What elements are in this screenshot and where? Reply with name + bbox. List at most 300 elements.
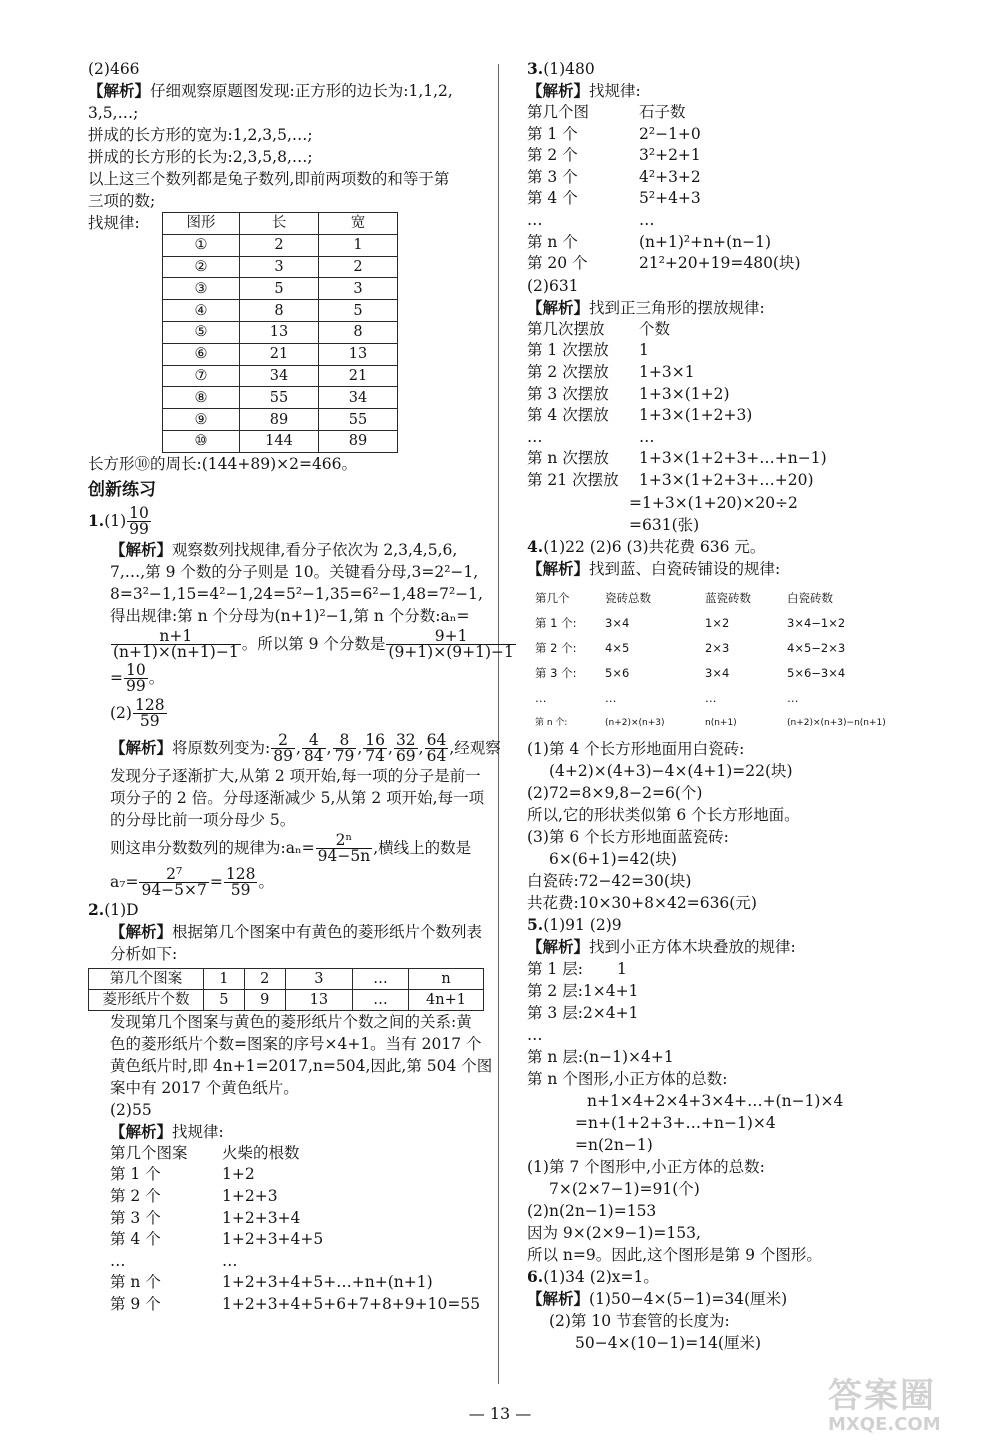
tile-cell: 4×5 <box>605 640 630 655</box>
rule-label: 找规律: <box>88 214 140 232</box>
watermark-url: MXQE.COM <box>828 1414 941 1435</box>
table-cell: ③ <box>163 278 240 300</box>
rule-cell-label: 第 2 个 <box>110 1186 161 1205</box>
rule-cell-value: … <box>222 1251 238 1270</box>
table-cell: ① <box>163 234 240 256</box>
analysis-text: 找到蓝、白瓷砖铺设的规律: <box>589 559 781 578</box>
answer-text: (1)480 <box>543 60 595 78</box>
rule-cell-value: 1+2+3 <box>222 1186 278 1205</box>
fraction <box>316 833 373 864</box>
fraction <box>133 698 167 729</box>
fraction-denominator: 74 <box>365 747 385 766</box>
layer-line: … <box>527 1025 543 1044</box>
analysis-line <box>527 80 932 102</box>
table-cell: … <box>353 989 409 1010</box>
rule-cell-value: 石子数 <box>639 103 686 121</box>
table-row <box>163 256 398 278</box>
text-line: =1+3×(1+20)×20÷2 <box>629 493 798 512</box>
rule-cell-value: 21²+20+19=480(块) <box>639 254 801 273</box>
analysis-tag: 【解析】 <box>527 297 590 317</box>
formula-line <box>88 627 514 662</box>
left-column <box>88 58 514 1316</box>
rule-cell-value: 1+3×(1+2+3+…+20) <box>639 470 814 489</box>
answer-prefix: (2) <box>110 703 132 722</box>
rule-row <box>527 405 932 427</box>
rule-row <box>110 1164 486 1186</box>
tile-header-cell: 瓷砖总数 <box>605 590 651 605</box>
tile-cell: 第 2 个: <box>535 640 577 655</box>
rule-cell-value: (n+1)²+n+(n−1) <box>639 232 772 251</box>
text-line: (2)72=8×9,8−2=6(个) <box>527 783 703 802</box>
tile-cell: … <box>605 690 617 705</box>
fraction <box>363 733 387 764</box>
rule-row <box>527 167 932 189</box>
rule-cell-value: 1+3×(1+2) <box>639 384 730 403</box>
rule-cell-value: 1+3×1 <box>639 362 695 381</box>
rule-cell-label: 第 21 次摆放 <box>527 470 619 489</box>
text-line: 黄色纸片时,即 4n+1=2017,n=504,因此,第 504 个图 <box>110 1056 493 1075</box>
rule-cell-label: 第 3 次摆放 <box>527 384 609 403</box>
text-inline: 1 <box>616 959 627 978</box>
layer-line: 第 2 层:1×4+1 <box>527 981 639 1000</box>
text-inline: = <box>110 668 123 687</box>
table-row <box>163 321 398 343</box>
table-cell: ⑥ <box>163 343 240 365</box>
fraction-denominator: (9+1)×(9+1)−1 <box>388 643 514 662</box>
tile-header-cell: 蓝瓷砖数 <box>705 590 751 605</box>
fraction-numerator: 128 <box>225 865 256 884</box>
answer-text: (1)34 (2)x=1。 <box>543 1267 659 1286</box>
text-line: 案中有 2017 个黄色纸片。 <box>110 1078 299 1097</box>
tile-cell: 第 3 个: <box>535 665 577 680</box>
text-line: (2)第 10 节套管的长度为: <box>549 1311 730 1330</box>
text-inline: ,经观察 <box>449 738 501 757</box>
fraction-numerator: 2⁷ <box>139 867 208 883</box>
formula-line: =n+(1+2+3+…+n−1)×4 <box>575 1113 776 1132</box>
layer-line: 第 3 层:2×4+1 <box>527 1003 639 1022</box>
answer-text: (2)55 <box>110 1100 152 1119</box>
table-cell: 5 <box>204 989 245 1010</box>
rule-row <box>110 1229 486 1251</box>
analysis-tag: 【解析】 <box>110 921 173 941</box>
rule-cell-label: 第 4 个 <box>527 189 578 208</box>
table-cell: 菱形纸片个数 <box>89 989 204 1010</box>
rule-cell-label: 第 3 个 <box>110 1208 161 1227</box>
table-cell: 21 <box>319 365 398 387</box>
tile-header-cell: 第几个 <box>535 590 570 605</box>
table-header-cell: 图形 <box>163 213 240 235</box>
table-cell: 3 <box>240 256 319 278</box>
text-line: 50−4×(10−1)=14(厘米) <box>575 1333 762 1352</box>
rule-row <box>527 427 932 449</box>
analysis-tag: 【解析】 <box>527 81 590 100</box>
table-cell: … <box>353 968 409 989</box>
fraction-denominator: 99 <box>126 677 146 696</box>
fraction-numerator: 64 <box>426 731 447 750</box>
rule-row <box>527 188 932 210</box>
table-cell: 21 <box>240 343 319 365</box>
fraction-denominator: 79 <box>334 747 355 766</box>
q2-answer1 <box>88 899 486 921</box>
rule-cell-value: 1+3×(1+2+3+…+n−1) <box>639 449 827 468</box>
tile-cell: 5×6 <box>605 665 630 680</box>
formula-line <box>88 831 486 865</box>
q1-answer1 <box>88 503 486 539</box>
table-cell: 144 <box>240 430 319 452</box>
rule-cell-label: 第 1 个 <box>110 1165 161 1184</box>
table-cell: 13 <box>285 989 352 1010</box>
rule-cell-label: 第几次摆放 <box>527 319 605 338</box>
tile-row <box>535 686 932 711</box>
rule-row <box>110 1186 486 1208</box>
table-cell: 5 <box>319 300 398 322</box>
table-cell: 5 <box>240 278 319 300</box>
tile-cell: 3×4 <box>705 665 730 680</box>
fraction <box>127 506 151 537</box>
rule-cell-label: 第 n 个 <box>527 232 578 251</box>
formula-line <box>88 661 486 695</box>
rule-row <box>110 1251 486 1273</box>
table-row <box>163 300 398 322</box>
rule-row <box>527 102 932 124</box>
table-cell: 34 <box>319 387 398 409</box>
fraction <box>333 733 357 764</box>
fraction <box>386 629 515 660</box>
rule-row <box>110 1208 486 1230</box>
answer-text: (2)466 <box>88 60 140 78</box>
fraction-denominator: (n+1)×(n+1)−1 <box>113 643 239 662</box>
text-line: 所以,它的形状类似第 6 个长方形地面。 <box>527 805 800 824</box>
text-line: 7×(2×7−1)=91(个) <box>549 1179 700 1198</box>
rule-cell-label: 第 2 次摆放 <box>527 362 609 381</box>
analysis-line <box>88 731 501 766</box>
fraction-numerator: 2 <box>271 733 295 749</box>
text-line: (2)n(2n−1)=153 <box>527 1201 657 1220</box>
text-line: =631(张) <box>629 515 700 534</box>
tile-row <box>535 611 932 636</box>
text-line: 第 n 个图形,小正方体的总数: <box>527 1069 728 1088</box>
fraction <box>139 867 208 898</box>
watermark-text: 答案圈 <box>828 1376 936 1416</box>
analysis-text: 根据第几个图案中有黄色的菱形纸片个数列表 <box>172 922 483 941</box>
fraction-sequence: $\frac{2}{89}$ , $\frac{4}{84}$ , $\frac{8}{79}$ , $\frac{16}{74}$ , $\frac{32}{69}$ , $\frac{64}{64}$ <box>273 731 447 766</box>
table-cell: 55 <box>319 409 398 431</box>
tile-cell: 5×6−3×4 <box>787 665 846 680</box>
table-row <box>163 387 398 409</box>
analysis-line <box>88 921 486 943</box>
rule-cell-value: 1+2+3+4+5+6+7+8+9+10=55 <box>222 1294 481 1313</box>
column-divider <box>498 64 499 1384</box>
tile-cell: 1×2 <box>705 615 730 630</box>
table-cell: ② <box>163 256 240 278</box>
table-cell: 13 <box>240 321 319 343</box>
table-row <box>163 234 398 256</box>
fraction-denominator: 94−5×7 <box>141 881 207 900</box>
rule-row <box>527 124 932 146</box>
text-line: 三项的数; <box>88 192 156 210</box>
table-row <box>163 278 398 300</box>
table-cell: 8 <box>240 300 319 322</box>
table-row <box>163 430 398 452</box>
rule-cell-value: 1+2+3+4+5 <box>222 1230 324 1249</box>
fraction <box>425 733 449 764</box>
q4-answers <box>527 536 932 558</box>
tile-cell: 第 1 个: <box>535 615 577 630</box>
text-line: 白瓷砖:72−42=30(块) <box>527 871 692 890</box>
fraction-numerator: 2ⁿ <box>316 833 373 849</box>
rule-cell-value: 5²+4+3 <box>639 189 701 208</box>
rule-cell-value: … <box>639 210 655 229</box>
page-number: — 13 — <box>468 1404 532 1423</box>
fraction-denominator: 94−5n <box>317 847 371 866</box>
tile-cell: 3×4 <box>605 615 630 630</box>
rule-cell-value: 火柴的根数 <box>222 1143 300 1162</box>
analysis-text: 找到正三角形的摆放规律: <box>589 298 765 317</box>
table-cell: 34 <box>240 365 319 387</box>
fibonacci-table <box>162 212 398 453</box>
text-line: 7,…,第 9 个数的分子则是 10。关键看分母,3=2²−1, <box>110 562 479 581</box>
text-line: 6×(6+1)=42(块) <box>549 849 677 868</box>
answer-text: (1)22 (2)6 (3)共花费 636 元。 <box>543 537 766 556</box>
text-line: 发现分子逐渐扩大,从第 2 项开始,每一项的分子是前一 <box>110 766 481 785</box>
rule-cell-label: … <box>527 210 543 229</box>
tile-cell: (n+2)×(n+3) <box>605 717 665 728</box>
rule-cell-label: 第 4 次摆放 <box>527 406 609 425</box>
fraction-numerator: 8 <box>333 733 357 749</box>
rule-cell-value: 1 <box>639 341 649 360</box>
text-inline: ,横线上的数是 <box>373 838 472 857</box>
text-inline: 。所以第 9 个分数是 <box>241 634 386 653</box>
table-cell: 8 <box>319 321 398 343</box>
fraction-denominator: 84 <box>303 747 324 766</box>
text-line: 共花费:10×30+8×42=636(元) <box>527 893 757 912</box>
fraction-denominator: 89 <box>273 747 293 766</box>
rule-cell-label: 第 1 个 <box>527 124 578 143</box>
fraction-denominator: 99 <box>129 520 149 539</box>
analysis-line <box>88 80 486 102</box>
analysis-tag: 【解析】 <box>527 936 590 956</box>
layer-line: 第 n 层:(n−1)×4+1 <box>527 1047 674 1066</box>
fraction <box>224 867 258 898</box>
fraction-numerator: 128 <box>134 696 165 715</box>
question-number: 1. <box>88 510 105 530</box>
tile-cell: (n+2)×(n+3)−n(n+1) <box>787 717 886 728</box>
text-line: 以上这三个数列都是兔子数列,即前两项数的和等于第 <box>88 170 450 188</box>
analysis-line <box>88 539 486 561</box>
analysis-line <box>527 297 932 319</box>
tile-cell: 4×5−2×3 <box>787 640 846 655</box>
rule-row <box>527 384 932 406</box>
q6-answers <box>527 1266 932 1288</box>
text-line: 3,5,…; <box>88 104 139 122</box>
rule-cell-value: 1+2+3+4 <box>222 1208 301 1227</box>
rule-row <box>110 1294 486 1316</box>
rule-cell-label: 第几个图 <box>527 103 590 121</box>
analysis-text: 找规律: <box>589 82 641 100</box>
tile-cell: … <box>535 690 547 705</box>
rule-cell-value: 1+2+3+4+5+…+n+(n+1) <box>222 1273 433 1292</box>
table-cell: ⑩ <box>163 430 240 452</box>
rule-row <box>110 1143 486 1165</box>
rule-cell-label: 第 n 个 <box>110 1273 161 1292</box>
table-cell: 2 <box>244 968 285 989</box>
rule-cell-label: 第 1 次摆放 <box>527 341 609 360</box>
table-row <box>163 365 398 387</box>
table-cell: 89 <box>319 430 398 452</box>
question-number: 6. <box>527 1266 544 1286</box>
answer-prefix: (1) <box>104 511 127 530</box>
table-cell: 2 <box>319 256 398 278</box>
text-line: 拼成的长方形的长为:2,3,5,8,…; <box>88 148 313 166</box>
table-cell: ⑨ <box>163 409 240 431</box>
analysis-text: 仔细观察原题图发现:正方形的边长为:1,1,2, <box>150 82 453 100</box>
watermark-logo <box>828 1378 990 1440</box>
triangle-rule-list <box>527 319 932 492</box>
rule-cell-value: 1+2 <box>222 1165 255 1184</box>
table-cell: 1 <box>204 968 245 989</box>
text-line: 因为 9×(2×9−1)=153, <box>527 1223 701 1242</box>
rule-row <box>527 448 932 470</box>
analysis-line <box>88 1121 486 1143</box>
table-row <box>89 989 484 1010</box>
text-line: (4+2)×(4+3)−4×(4+1)=22(块) <box>549 761 793 780</box>
rule-cell-label: 第几个图案 <box>110 1143 188 1162</box>
analysis-tag: 【解析】 <box>527 558 590 578</box>
fraction <box>394 733 418 764</box>
text-line: 的分母比前一项分母少 5。 <box>110 810 296 829</box>
analysis-text: 观察数列找规律,看分子依次为 2,3,4,5,6, <box>172 540 458 559</box>
table-cell: ⑤ <box>163 321 240 343</box>
text-line: 拼成的长方形的宽为:1,2,3,5,…; <box>88 126 313 144</box>
text-line: 分析如下: <box>110 944 178 963</box>
table-cell: 89 <box>240 409 319 431</box>
fraction-denominator: 59 <box>139 712 160 731</box>
fraction-denominator: 59 <box>230 881 251 900</box>
rule-row <box>527 340 932 362</box>
tile-row <box>535 661 932 686</box>
rule-row <box>527 253 932 275</box>
rule-cell-label: 第 3 个 <box>527 167 578 186</box>
diamond-table <box>88 968 484 1011</box>
table-cell: n <box>409 968 484 989</box>
text-line: 色的菱形纸片个数=图案的序号×4+1。当有 2017 个 <box>110 1034 482 1053</box>
text-line: (1)第 4 个长方形地面用白瓷砖: <box>527 739 745 758</box>
rule-cell-value: 个数 <box>639 319 671 338</box>
tile-header-cell: 白瓷砖数 <box>787 590 833 605</box>
rule-cell-label: … <box>527 427 543 446</box>
text-inline: 第 1 层: <box>527 959 583 978</box>
rule-cell-label: 第 20 个 <box>527 254 588 273</box>
question-number: 2. <box>88 899 105 919</box>
text-inline: 则这串分数数列的规律为:aₙ= <box>110 838 315 857</box>
table-cell: ⑦ <box>163 365 240 387</box>
analysis-line <box>527 558 932 580</box>
answer-text: (2)631 <box>527 276 579 295</box>
rule-row <box>527 145 932 167</box>
tile-rows <box>535 611 932 736</box>
tile-table <box>535 586 932 736</box>
text-inline: a₇= <box>110 872 139 891</box>
rule-row <box>527 210 932 232</box>
text-line: (1)第 7 个图形中,小正方体的总数: <box>527 1157 765 1176</box>
fraction <box>271 733 295 764</box>
stone-rule-list <box>527 102 932 275</box>
matchstick-rule-list <box>88 1143 486 1316</box>
table-cell: ④ <box>163 300 240 322</box>
fraction-numerator: 16 <box>365 731 385 750</box>
fraction <box>111 629 241 660</box>
fraction-numerator: 9+1 <box>386 629 515 645</box>
section-title: 创新练习 <box>88 479 156 500</box>
fraction-numerator: 4 <box>302 733 326 749</box>
tile-cell: n(n+1) <box>705 717 737 728</box>
q5-answers <box>527 914 932 936</box>
text-inline: 。 <box>148 668 165 687</box>
table-cell: 第几个图案 <box>89 968 204 989</box>
fraction-denominator: 64 <box>426 747 447 766</box>
table-cell: 2 <box>240 234 319 256</box>
analysis-tag: 【解析】 <box>110 737 173 757</box>
analysis-text: 找规律: <box>172 1122 224 1141</box>
table-cell: 4n+1 <box>409 989 484 1010</box>
analysis-text: 将原数列变为: <box>172 738 271 757</box>
formula-line: n+1×4+2×4+3×4+…+(n−1)×4 <box>587 1091 844 1110</box>
rule-row <box>527 470 932 492</box>
rule-cell-label: 第 9 个 <box>110 1294 161 1313</box>
rule-row <box>110 1272 486 1294</box>
layer-line <box>527 958 932 980</box>
text-line: 项分子的 2 倍。分母逐渐减少 5,从第 2 项开始,每一项 <box>110 788 485 807</box>
text-line: 所以 n=9。因此,这个图形是第 9 个图形。 <box>527 1245 822 1264</box>
table-cell: 3 <box>319 278 398 300</box>
rule-cell-value: 2²−1+0 <box>639 124 701 143</box>
table-row <box>89 968 484 989</box>
analysis-tag: 【解析】 <box>88 81 151 100</box>
fraction <box>302 733 326 764</box>
answer-text: (1)91 (2)9 <box>543 915 622 934</box>
tile-row <box>535 711 932 736</box>
tile-cell: 3×4−1×2 <box>787 615 846 630</box>
tile-cell: 第 n 个: <box>535 717 568 728</box>
analysis-tag: 【解析】 <box>110 539 173 559</box>
text-inline: 。 <box>258 872 274 891</box>
tile-cell: 2×3 <box>705 640 730 655</box>
answer-text: (1)D <box>104 900 139 919</box>
table-row <box>163 343 398 365</box>
rule-cell-label: 第 4 个 <box>110 1230 161 1249</box>
fraction-denominator: 69 <box>395 747 416 766</box>
rule-cell-label: 第 2 个 <box>527 146 578 165</box>
table-cell: 13 <box>319 343 398 365</box>
tile-cell: … <box>787 690 799 705</box>
fraction-numerator: 10 <box>129 504 149 523</box>
analysis-line <box>527 936 932 958</box>
table-row <box>163 409 398 431</box>
table-cell: ⑧ <box>163 387 240 409</box>
table-cell: 1 <box>319 234 398 256</box>
rule-cell-value: 4²+3+2 <box>639 167 701 186</box>
rule-row <box>527 232 932 254</box>
table-header-cell: 长 <box>240 213 319 235</box>
rule-cell-label: … <box>110 1251 126 1270</box>
fraction-numerator: 10 <box>126 661 146 680</box>
table-cell: 55 <box>240 387 319 409</box>
fraction-numerator: n+1 <box>111 629 241 645</box>
rule-cell-value: 1+3×(1+2+3) <box>639 406 753 425</box>
fraction-numerator: 32 <box>395 731 416 750</box>
perimeter-line: 长方形⑩的周长:(144+89)×2=466。 <box>88 454 358 473</box>
rule-cell-value: 3²+2+1 <box>639 146 701 165</box>
